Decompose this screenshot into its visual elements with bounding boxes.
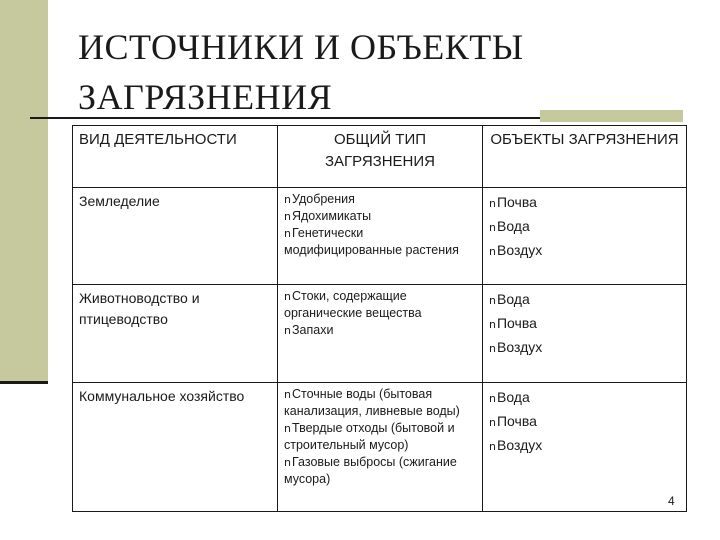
column-header-activity: ВИД ДЕЯТЕЛЬНОСТИ: [73, 126, 278, 188]
activity-cell: Животноводство и птицеводство: [73, 285, 278, 383]
pollution-object-item: n Почва: [489, 191, 680, 215]
pollution-type-item: n Ядохимикаты: [284, 208, 476, 225]
pollution-object-item: n Воздух: [489, 336, 680, 360]
activity-cell: Коммунальное хозяйство: [73, 383, 278, 512]
side-accent-bar: [0, 0, 48, 383]
pollution-object-item: n Воздух: [489, 239, 680, 263]
table-row: [73, 383, 687, 512]
pollution-object-item: n Почва: [489, 410, 680, 434]
pollution-type-item: n Удобрения: [284, 191, 476, 208]
table-row: [73, 188, 687, 285]
pollution-object-item: n Вода: [489, 215, 680, 239]
pollution-objects-cell: [483, 383, 687, 512]
pollution-type-cell: [278, 188, 483, 285]
pollution-object-item: n Воздух: [489, 434, 680, 458]
side-accent-line: [0, 381, 48, 384]
pollution-object-item: n Почва: [489, 312, 680, 336]
title-accent-box: [540, 110, 683, 122]
pollution-type-item: n Генетически модифицированные растения: [284, 225, 476, 259]
pollution-object-item: n Вода: [489, 386, 680, 410]
pollution-type-cell: [278, 285, 483, 383]
pollution-type-item: n Сточные воды (бытовая канализация, ливневые воды): [284, 386, 476, 420]
slide-title-line-2: ЗАГРЯЗНЕНИЯ: [78, 77, 333, 117]
pollution-type-item: n Запахи: [284, 322, 476, 339]
table-header-row: [73, 126, 687, 188]
title-underline: [30, 117, 540, 119]
pollution-table: [72, 125, 687, 512]
pollution-objects-cell: [483, 188, 687, 285]
column-header-pollution-objects: ОБЪЕКТЫ ЗАГРЯЗНЕНИЯ: [483, 126, 687, 188]
activity-cell: Земледелие: [73, 188, 278, 285]
pollution-objects-cell: [483, 285, 687, 383]
pollution-type-item: n Твердые отходы (бытовой и строительный мусор): [284, 420, 476, 454]
slide-title: [78, 22, 678, 122]
slide-title-line-1: ИСТОЧНИКИ И ОБЪЕКТЫ: [78, 27, 524, 67]
table-row: [73, 285, 687, 383]
column-header-pollution-type: ОБЩИЙ ТИП ЗАГРЯЗНЕНИЯ: [278, 126, 483, 188]
pollution-object-item: n Вода: [489, 288, 680, 312]
pollution-type-item: n Стоки, содержащие органические вещества: [284, 288, 476, 322]
page-number: 4: [668, 494, 675, 508]
pollution-type-item: n Газовые выбросы (сжигание мусора): [284, 454, 476, 488]
pollution-type-cell: [278, 383, 483, 512]
